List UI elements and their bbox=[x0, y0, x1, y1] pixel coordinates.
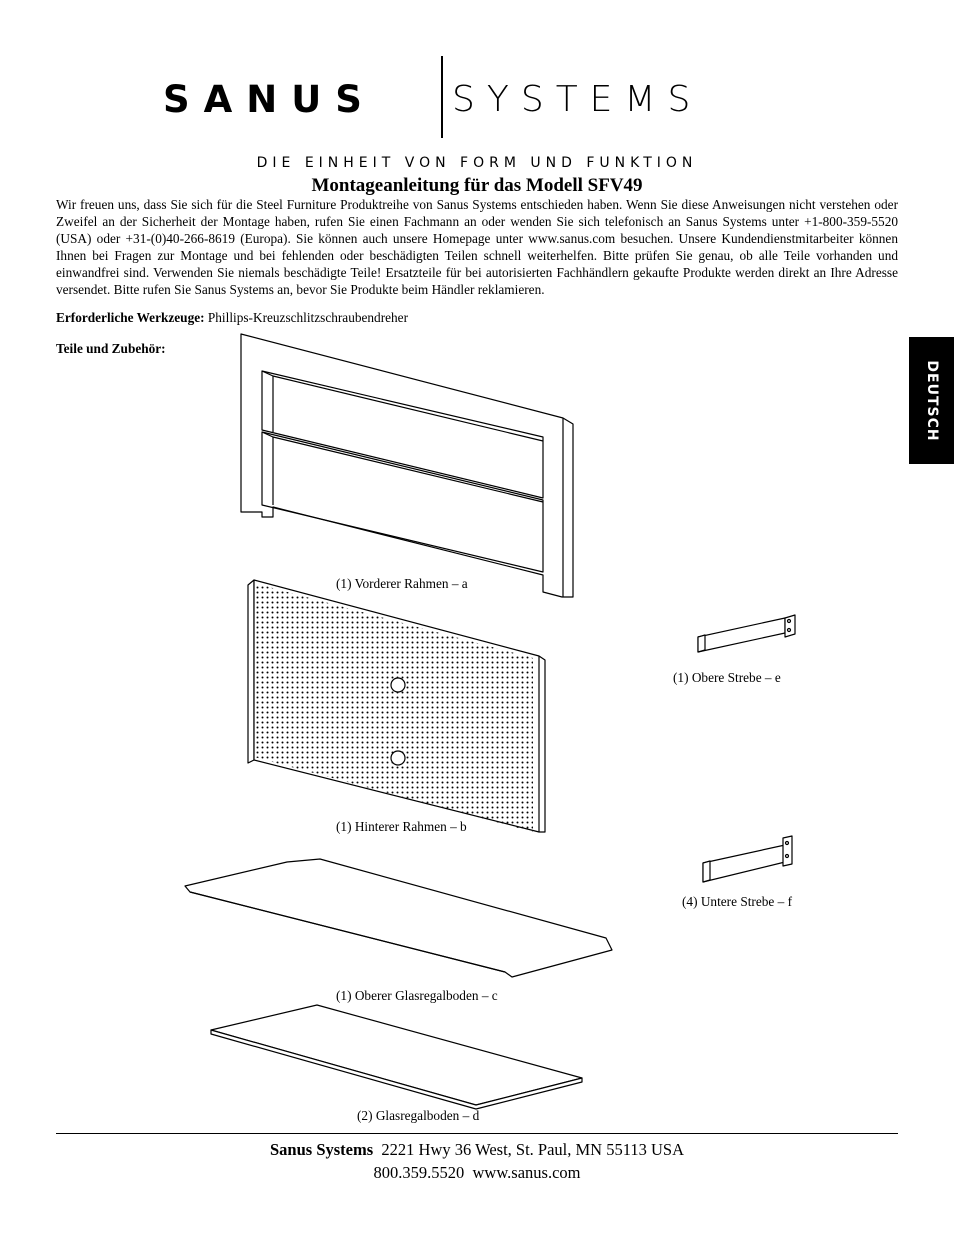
tools-value: Phillips-Kreuzschlitzschraubendreher bbox=[207, 310, 409, 325]
footer-address: 2221 Hwy 36 West, St. Paul, MN 55113 USA bbox=[381, 1140, 684, 1159]
footer-rule bbox=[56, 1133, 898, 1134]
footer-phone: 800.359.5520 bbox=[373, 1163, 465, 1182]
caption-upper-strut: (1) Obere Strebe – e bbox=[673, 670, 781, 685]
language-tab-label: DEUTSCH bbox=[923, 359, 940, 442]
back-frame-drawing bbox=[248, 575, 548, 835]
footer-company: Sanus Systems bbox=[270, 1140, 374, 1159]
lower-strut-drawing bbox=[703, 836, 792, 882]
top-glass-shelf-drawing bbox=[185, 859, 612, 977]
caption-top-glass-shelf: (1) Oberer Glasregalboden – c bbox=[336, 988, 498, 1003]
upper-strut-drawing bbox=[698, 615, 795, 652]
glass-shelf-drawing bbox=[211, 1005, 582, 1109]
footer-address-line bbox=[0, 1140, 954, 1160]
caption-lower-strut: (4) Untere Strebe – f bbox=[682, 894, 793, 909]
intro-paragraph: Wir freuen uns, dass Sie sich für die Steel Furniture Produktreihe von Sanus Systems entschieden haben. Wenn Sie diese Anweisungen nicht verstehen oder Zweifel an der Sicherheit der Montage haben, rufen Sie einen Fachmann an oder wenden Sie sich telefonisch an Sanus Systems unter +1-800-359-5520 (USA) oder +31-(0)40-266-8619 (Europa). Sie können auch unsere Homepage unter www.sanus.com besuchen. Unsere Kundendienstmitarbeiter können Ihnen bei Fragen zur Montage und bei fehlenden oder beschädigten Teilen schnell weiterhelfen. Bitte prüfen Sie genau, ob alle Teile vorhanden und einwandfrei sind. Verwenden Sie niemals beschädigte Teile! Ersatzteile für bei autorisierten Fachhändlern gekaufte Produkte werden direkt an Ihre Adresse versendet. Bitte rufen Sie Sanus Systems an, bevor Sie Produkte beim Händler reklamieren. bbox=[56, 197, 898, 297]
caption-back-frame: (1) Hinterer Rahmen – b bbox=[336, 819, 467, 834]
tools-label: Erforderliche Werkzeuge: bbox=[56, 310, 205, 325]
parts-heading: Teile und Zubehör: bbox=[56, 341, 166, 356]
logo-sanus: SANUS bbox=[163, 78, 376, 121]
page-title: Montageanleitung für das Modell SFV49 bbox=[311, 175, 643, 196]
tagline: DIE EINHEIT VON FORM UND FUNKTION bbox=[256, 155, 698, 171]
footer-contact-line bbox=[0, 1163, 954, 1183]
caption-glass-shelf: (2) Glasregalboden – d bbox=[357, 1108, 480, 1123]
logo-systems: SYSTEMS bbox=[452, 79, 703, 120]
footer-web-link[interactable]: www.sanus.com bbox=[472, 1163, 581, 1182]
front-frame-drawing bbox=[241, 334, 573, 597]
caption-front-frame: (1) Vorderer Rahmen – a bbox=[336, 576, 468, 591]
